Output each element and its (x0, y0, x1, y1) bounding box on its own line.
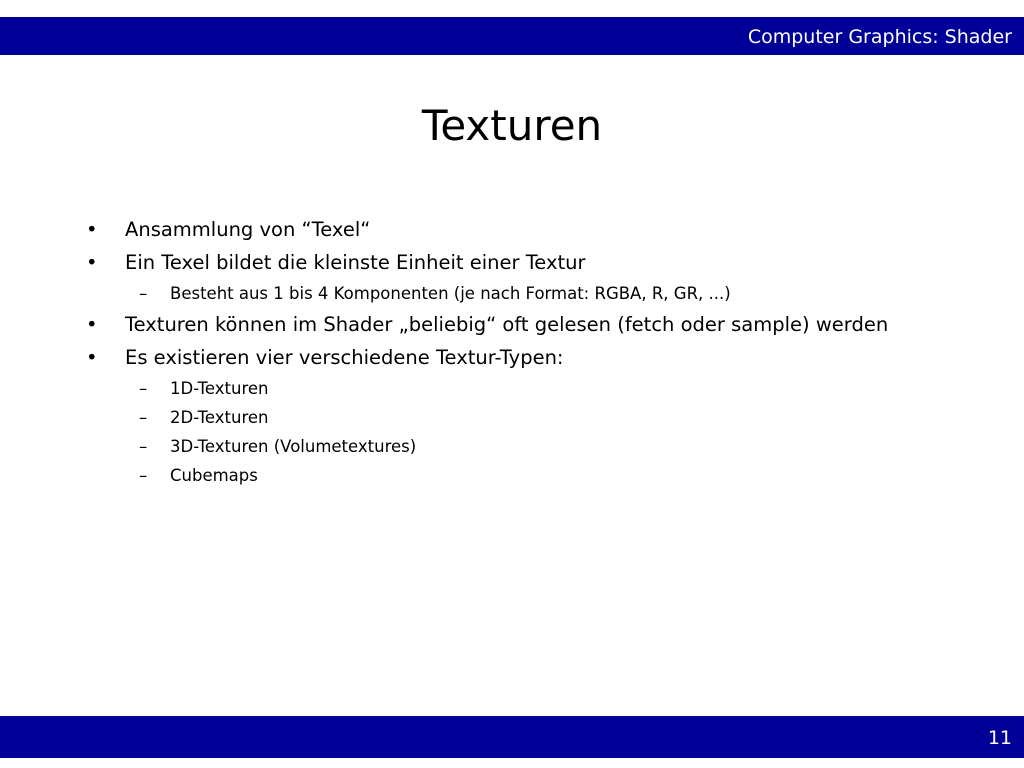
bullet-item (86, 341, 986, 374)
sub-bullet-text: 2D-Texturen (170, 408, 269, 427)
sub-bullet-item (86, 279, 986, 308)
sub-bullet-item (86, 432, 986, 461)
dash-icon: – (139, 466, 148, 485)
dash-icon: – (139, 437, 148, 456)
page-number: 11 (987, 727, 1012, 749)
slide-title: Texturen (421, 101, 603, 150)
dash-icon: – (139, 408, 148, 427)
sub-bullet-text: 1D-Texturen (170, 379, 269, 398)
footer-bar (0, 716, 1024, 758)
bullet-text: Ein Texel bildet die kleinste Einheit einer Textur (125, 251, 586, 274)
bullet-icon: • (86, 251, 98, 274)
sub-bullet-item (86, 461, 986, 490)
sub-bullet-item (86, 403, 986, 432)
sub-bullet-text: 3D-Texturen (Volumetextures) (170, 437, 417, 456)
sub-bullet-text: Cubemaps (170, 466, 258, 485)
bullet-item (86, 213, 986, 246)
dash-icon: – (139, 284, 148, 303)
bullet-item (86, 246, 986, 279)
bullet-text: Texturen können im Shader „beliebig“ oft gelesen (fetch oder sample) werden (125, 313, 889, 336)
bullet-icon: • (86, 346, 98, 369)
sub-bullet-item (86, 374, 986, 403)
course-title: Computer Graphics: Shader (747, 26, 1012, 48)
bullet-text: Es existieren vier verschiedene Textur-Typen: (125, 346, 564, 369)
bullet-icon: • (86, 218, 98, 241)
bullet-text: Ansammlung von “Texel“ (125, 218, 371, 241)
bullet-list (86, 213, 986, 490)
header-bar (0, 17, 1024, 55)
dash-icon: – (139, 379, 148, 398)
bullet-icon: • (86, 313, 98, 336)
bullet-item (86, 308, 986, 341)
sub-bullet-text: Besteht aus 1 bis 4 Komponenten (je nach Format: RGBA, R, GR, ...) (170, 284, 731, 303)
